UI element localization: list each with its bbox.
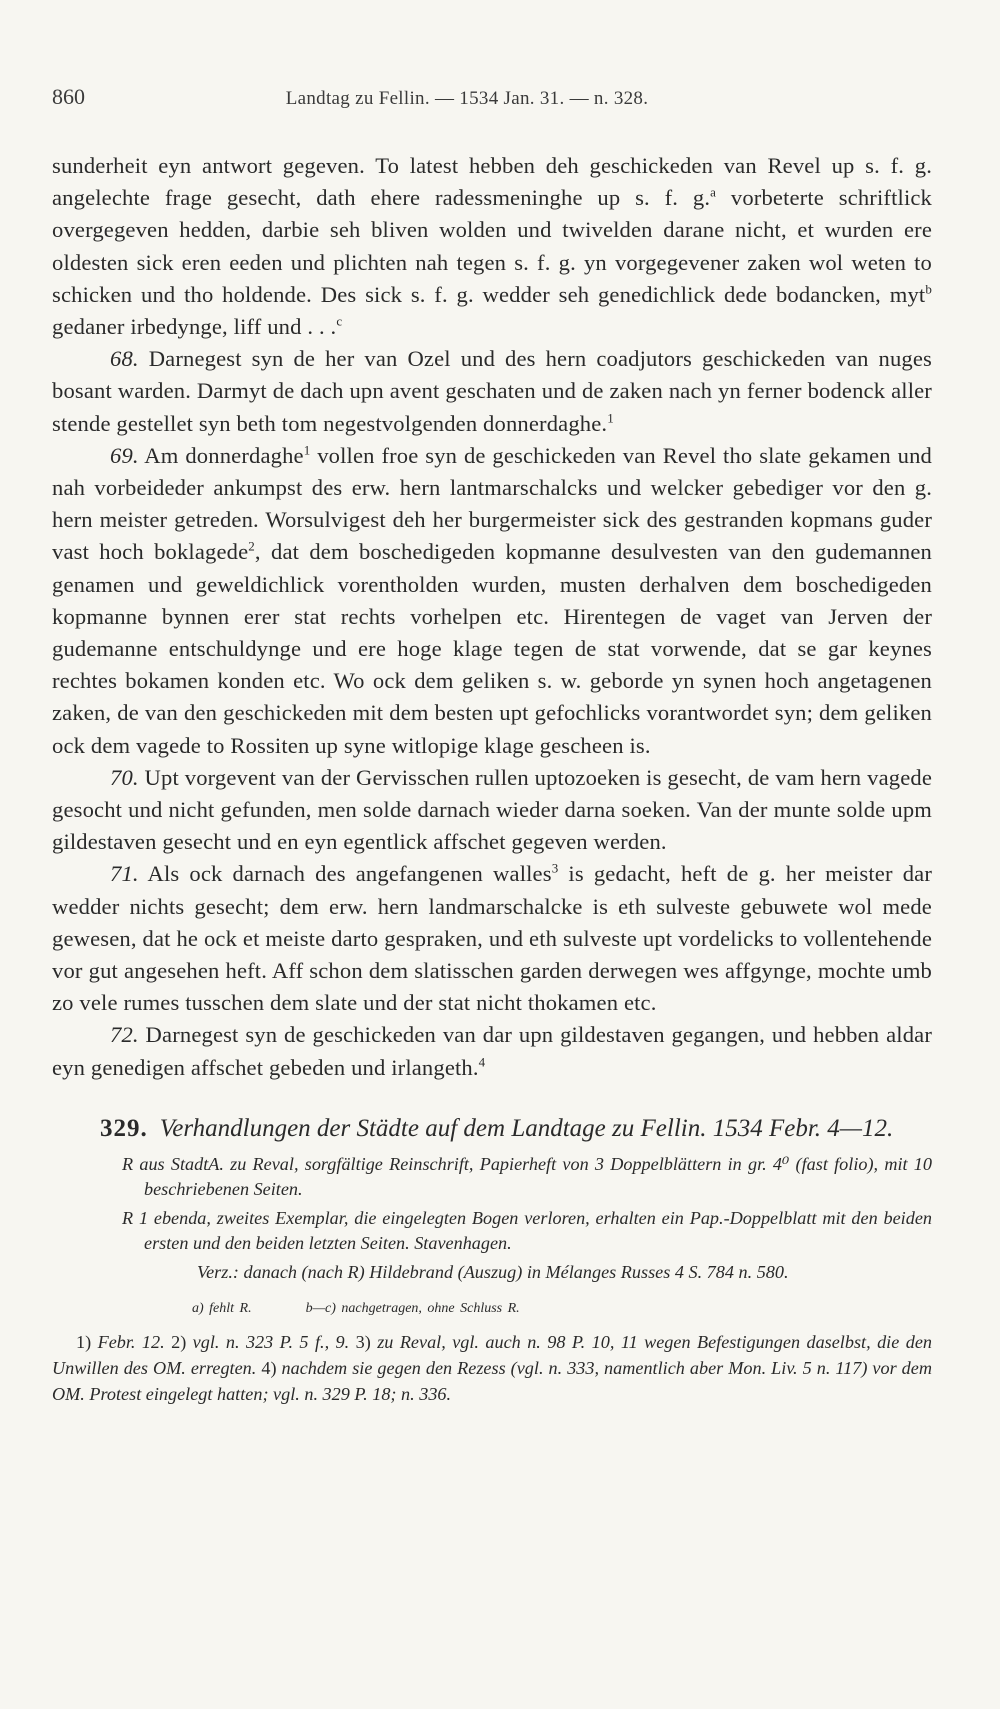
footnote-mark: 4) <box>261 1357 277 1378</box>
paragraph-69: 69. Am donnerdaghe$^1$ vollen froe syn de geschickeden van Revel tho slate gekamen und nah vorbeideder ankumpst des erw. hern lantmarschalcks und welcker gebediger vor den g. hern meister getreden. Worsulvigest deh her burgermeister sick des gestranden kopmans guder vast hoch boklagede$^2$, dat dem boschedigeden kopmanne desulvesten van den gudemannen genamen und geweldichlick vorentholden wurden, musten derhalven dem boschedigeden kopmanne bynnen erer stat rechts vorhelpen etc. Hirentegen de vaget van Jerven der gudemanne entschuldynge und ere hoge klage tegen de stat vorwende, dat se gar keynes rechtes bokamen konden etc. Wo ock dem geliken s. w. geborde yn synen hoch angetagenen zaken, de van den geschickeden mit dem besten upt gefochlicks vorantwordet syn; dem geliken ock dem vagede to Rossiten up syne witlopige klage gescheen is. <box>52 442 932 758</box>
running-head <box>52 84 932 112</box>
bibliography-note: Verz.: danach (nach R) Hildebrand (Auszug) in Mélanges Russes 4 S. 784 n. 580. <box>197 1261 789 1282</box>
footnote-3: zu Reval, vgl. auch n. 98 P. 10, 11 wegen Befestigungen daselbst, die den Unwillen des OM. erregten. <box>52 1331 932 1378</box>
apparatus-ref-c: c <box>336 313 343 329</box>
paragraph-68: 68. Darnegest syn de her van Ozel und des hern coadjutors geschickeden van nuges bosant warden. Darmyt de dach upn avent geschaten und de zaken nach yn ferner bodenck aller stende gestellet syn beth tom negestvolgenden donnerdaghe.$^1$ <box>52 346 932 436</box>
paragraph-71: 71. Als ock darnach des angefangenen walles$^3$ is gedacht, heft de g. her meister dar wedder nichts gesecht; dem erw. hern landmarschalcke is eth sulveste gebuwete wol mede gewesen, dat he ock et meiste darto gespraken, und eth sulveste upt vordelicks to vollentehende vor gut angesehen heft. Aff schon dem slatisschen garden derwegen wes affgynge, mochte umb zo vele rumes tusschen dem slate und der stat nicht thokamen etc. <box>52 860 933 1016</box>
paragraph-continuation: sunderheit eyn antwort gegeven. To latest hebben deh geschickeden van Revel up s. f. g. angelechte frage gesecht, dath ehere radessmeninghe up s. f. g.$^a$ vorbeterte schriftlick overgegeven hedden, darbie seh bliven wolden und twivelden darane nicht, et wurden ere oldesten sick eren eeden und plichten nah tegen s. f. g. yn vorgegevener zaken wol weten to schicken und tho holdende. Des sick s. f. g. wedder seh genedichlick dede bodancken, myt$^b$ gedaner irbedynge, liff und . . .$^c$ <box>52 153 932 340</box>
footnote-ref: 3 <box>551 860 559 876</box>
paragraph-72: 72. Darnegest syn de geschickeden van dar upn gildestaven gegangen, und hebben aldar eyn genedigen affschet gebeden und irlangeth.$^4$ <box>52 1022 932 1080</box>
footnote-4: nachdem sie gegen den Rezess (vgl. n. 333, namentlich aber Mon. Liv. 5 n. 117) vor dem OM. Protest eingelegt hatten; vgl. n. 329 P. 18; n. 336. <box>52 1357 932 1404</box>
source-note-r1: R 1 ebenda, zweites Exemplar, die eingelegten Bogen verloren, erhalten ein Pap.-Doppelblatt mit den beiden ersten und den beiden letzten Seiten. Stavenhagen. <box>122 1207 932 1253</box>
paragraph-number: 68. <box>110 346 139 372</box>
page-number: 860 <box>52 84 85 109</box>
document-title: Verhandlungen der Städte auf dem Landtage zu Fellin. 1534 Febr. 4—12. <box>159 1114 894 1142</box>
paragraph-number: 69. <box>110 442 139 468</box>
footnote-mark: 1) <box>76 1331 92 1352</box>
document-number: 329. <box>100 1114 148 1142</box>
footnote-ref: 4 <box>478 1054 486 1070</box>
apparatus-ref-a: a <box>710 184 717 200</box>
footnote-1: Febr. 12. <box>91 1331 172 1352</box>
running-title: Landtag zu Fellin. — 1534 Jan. 31. — n. 328. <box>285 88 649 109</box>
footnote-2: vgl. n. 323 P. 5 f., 9. <box>186 1331 356 1352</box>
footnote-mark: 3) <box>355 1331 371 1352</box>
source-note-r: R aus StadtA. zu Reval, sorgfältige Reinschrift, Papierheft von 3 Doppelblättern in gr. 4⁰ (fast folio), mit 10 beschriebenen Seiten. <box>122 1153 932 1199</box>
main-text <box>52 150 932 1084</box>
book-page <box>52 84 932 1407</box>
paragraph-number: 71. <box>110 861 139 887</box>
paragraph-number: 70. <box>110 764 139 790</box>
footnotes <box>52 1329 932 1407</box>
footnote-ref: 1 <box>303 442 311 458</box>
apparatus-note-bc: b—c) nachgetragen, ohne Schluss R. <box>305 1300 520 1316</box>
document-heading <box>52 1112 932 1146</box>
footnote-mark: 2) <box>171 1331 187 1352</box>
footnote-ref: 2 <box>248 538 255 554</box>
footnote-ref: 1 <box>607 410 614 426</box>
paragraph-number: 72. <box>110 1022 139 1048</box>
apparatus-note-a: a) fehlt R. <box>192 1300 252 1316</box>
paragraph-70: 70. Upt vorgevent van der Gervisschen rullen uptozoeken is gesecht, de vam hern vagede gesocht und nicht gefunden, men solde darnach wieder darna soeken. Van der munte solde upm gildestaven gesecht und en eyn egentlick affschet gegeven werden. <box>52 764 932 855</box>
critical-apparatus <box>52 1301 932 1317</box>
apparatus-ref-b: b <box>925 281 932 297</box>
